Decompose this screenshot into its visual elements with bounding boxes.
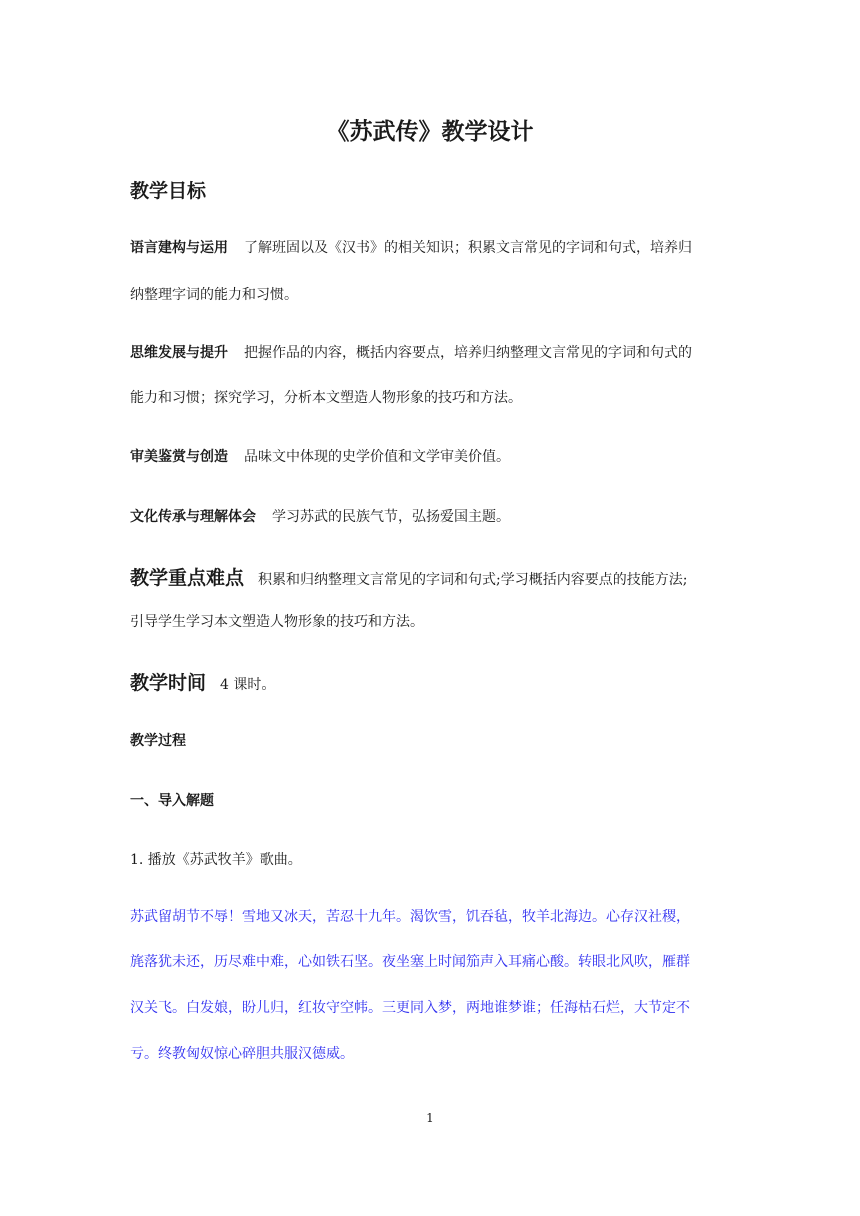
section-heading-goals: 教学目标 <box>130 180 207 202</box>
process-heading: 教学过程 <box>130 733 186 749</box>
lyrics-line-1: 苏武留胡节不辱！雪地又冰天，苦忍十九年。渴饮雪，饥吞毡，牧羊北海边。心存汉社稷， <box>130 909 690 925</box>
goal-1-text: 了解班固以及《汉书》的相关知识；积累文言常见的字词和句式，培养归 <box>244 240 692 256</box>
goal-2-label: 思维发展与提升 <box>130 345 228 361</box>
teaching-time-value: 4 课时。 <box>220 677 276 693</box>
lyrics-line-3: 汉关飞。白发娘，盼儿归，红妆守空帏。三更同入梦，两地谁梦谁；任海枯石烂，大节定不 <box>130 1000 690 1016</box>
goal-1-line-2: 纳整理字词的能力和习惯。 <box>130 287 298 303</box>
goal-2-text: 把握作品的内容，概括内容要点，培养归纳整理文言常见的字词和句式的 <box>244 345 692 361</box>
goal-2-line-1 <box>130 342 692 362</box>
key-points-line-2: 引导学生学习本文塑造人物形象的技巧和方法。 <box>130 614 424 630</box>
lyrics-line-2: 旄落犹未还，历尽难中难，心如铁石坚。夜坐塞上时闻笳声入耳痛心酸。转眼北风吹，雁群 <box>130 954 690 970</box>
document-title: 《苏武传》教学设计 <box>326 118 534 145</box>
goal-1-line-1 <box>130 237 692 257</box>
step-1-heading: 一、导入解题 <box>130 793 214 809</box>
goal-3-text: 品味文中体现的史学价值和文学审美价值。 <box>244 449 510 465</box>
goal-4-line-1 <box>130 506 510 526</box>
goal-2-line-2: 能力和习惯；探究学习，分析本文塑造人物形象的技巧和方法。 <box>130 390 522 406</box>
key-points-label: 教学重点难点 <box>130 567 245 589</box>
lyrics-line-4: 亏。终教匈奴惊心碎胆共服汉德威。 <box>130 1046 354 1062</box>
key-points-line-1 <box>130 563 687 590</box>
goal-1-label: 语言建构与运用 <box>130 240 228 256</box>
page-number: 1 <box>426 1111 434 1125</box>
goal-4-label: 文化传承与理解体会 <box>130 509 256 525</box>
goal-4-text: 学习苏武的民族气节，弘扬爱国主题。 <box>272 509 510 525</box>
key-points-text: 积累和归纳整理文言常见的字词和句式;学习概括内容要点的技能方法; <box>258 572 688 588</box>
teaching-time-label: 教学时间 <box>130 672 207 694</box>
goal-3-line-1 <box>130 446 510 466</box>
teaching-time <box>130 668 275 695</box>
step-1-item-1: 1. 播放《苏武牧羊》歌曲。 <box>130 852 302 868</box>
goal-3-label: 审美鉴赏与创造 <box>130 449 228 465</box>
